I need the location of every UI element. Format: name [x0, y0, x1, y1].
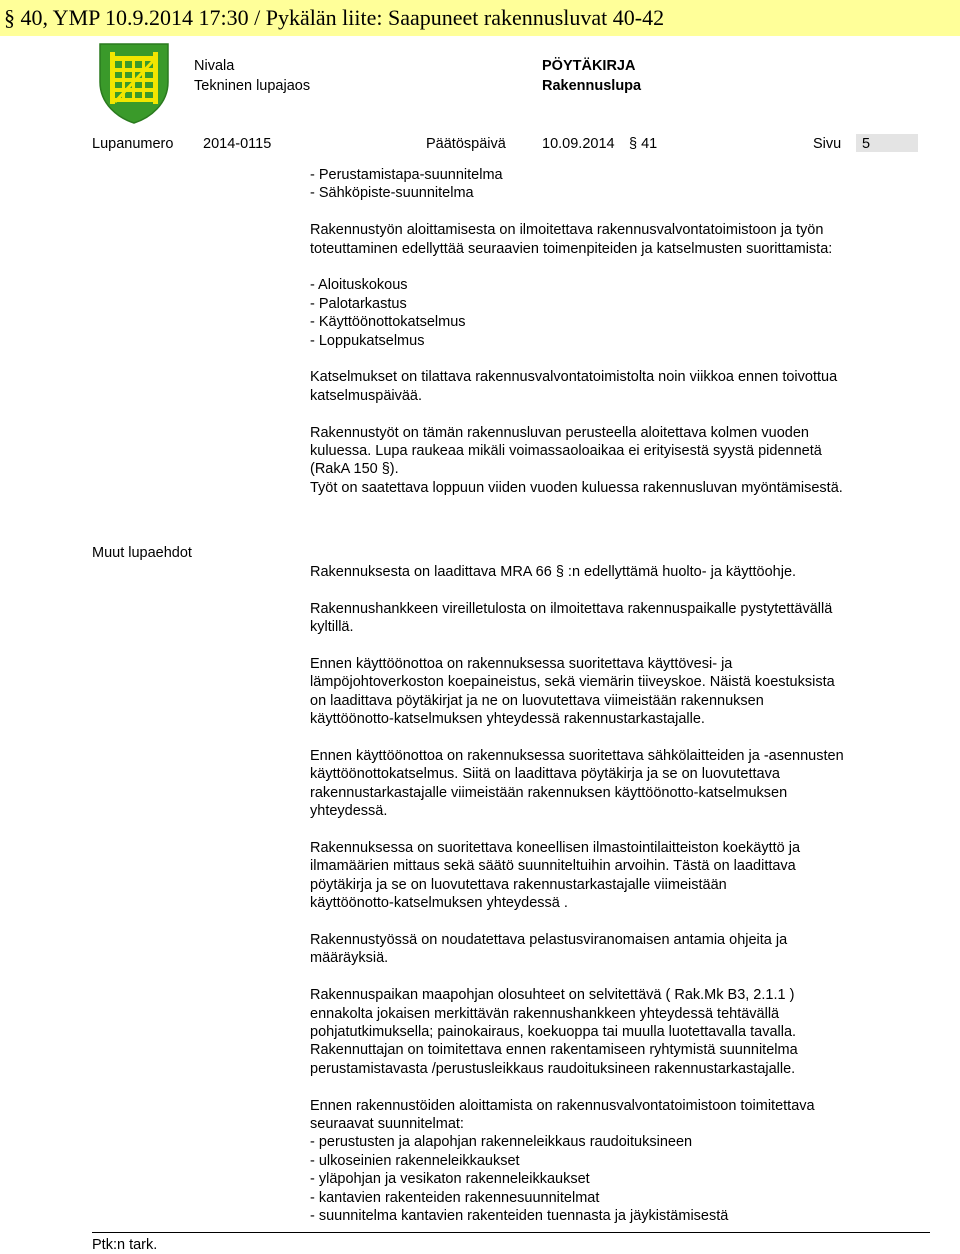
text-line: (RakA 150 §). [310, 461, 399, 478]
other-conditions-label: Muut lupaehdot [92, 545, 192, 561]
document-subject: Rakennuslupa [542, 78, 642, 94]
text-line: katselmuspäivää. [310, 387, 423, 404]
text-line: - Perustamistapa-suunnitelma [310, 167, 503, 183]
text-line: - Loppukatselmus [310, 332, 425, 349]
department-name: Tekninen lupajaos [194, 78, 311, 94]
text-line: käyttöönottokatselmus. Siitä on laadittava pöytäkirja ja se on luovutettava [310, 766, 780, 783]
text-line: Katselmukset on tilattava rakennusvalvontatoimistolta noin viikkoa ennen toivottua [310, 369, 838, 386]
text-line: Rakennustyön aloittamisesta on ilmoitettava rakennusvalvontatoimistoon ja työn [310, 222, 824, 239]
municipality-name: Nivala [194, 58, 235, 74]
text-line: lämpöjohtoverkoston koepaineistus, sekä viemärin tiiveyskoe. Näistä koestuksista [310, 674, 835, 691]
decision-date: 10.09.2014 [542, 136, 615, 152]
permit-number: 2014-0115 [203, 136, 272, 152]
footer-divider [92, 1232, 930, 1233]
text-line: kyltillä. [310, 619, 354, 636]
text-line: yhteydessä. [310, 803, 388, 820]
text-line: Rakennuttajan on toimitettava ennen rakentamiseen ryhtymistä suunnitelma [310, 1042, 798, 1059]
text-line: Rakennuksessa on suoritettava koneellisen ilmastointilaitteiston koekäyttö ja [310, 840, 801, 857]
text-line: pöytäkirja ja se on luovutettava rakennustarkastajalle viimeistään [310, 876, 727, 893]
text-line: Ennen käyttöönottoa on rakennuksessa suoritettava käyttövesi- ja [310, 656, 733, 672]
text-line: - suunnitelma kantavien rakenteiden tuennasta ja jäykistämisestä [310, 1208, 729, 1225]
text-line: pohjatutkimuksella; painokairaus, koekuoppa tai muulla luotettavalla tavalla. [310, 1024, 797, 1041]
text-line: ilmamäärien mittaus sekä säätö suunniteltuihin arvoihin. Tästä on laadittava [310, 858, 796, 875]
text-line: - Sähköpiste-suunnitelma [310, 185, 474, 202]
page-label: Sivu [813, 136, 842, 152]
text-line: on laadittava pöytäkirjat ja ne on luovutettava viimeistään rakennuksen [310, 692, 764, 709]
minutes-checker-label: Ptk:n tark. [92, 1237, 158, 1253]
text-line: Rakennuspaikan maapohjan olosuhteet on selvitettävä ( Rak.Mk B3, 2.1.1 ) [310, 987, 795, 1004]
municipal-coat-of-arms-logo [98, 42, 170, 124]
text-line: kuluessa. Lupa raukeaa mikäli voimassaoloaikaa ei erityisestä syystä pidennetä [310, 443, 822, 460]
text-line: rakennustarkastajalle viimeistään rakennuksen käyttöönotto-katselmuksen [310, 784, 788, 801]
text-line: perustamistavasta /perustusleikkaus raudoituksineen rakennustarkastajalle. [310, 1060, 796, 1077]
text-line: Rakennustyössä on noudatettava pelastusviranomaisen antamia ohjeita ja [310, 932, 788, 949]
text-line: seuraavat suunnitelmat: [310, 1116, 464, 1133]
permit-number-label: Lupanumero [92, 136, 174, 152]
text-line: - kantavien rakenteiden rakennesuunnitelmat [310, 1189, 600, 1206]
text-line: - yläpohjan ja vesikaton rakenneleikkaukset [310, 1171, 590, 1188]
document-type: PÖYTÄKIRJA [542, 58, 636, 74]
text-line: - Käyttöönottokatselmus [310, 314, 466, 331]
text-line: - perustusten ja alapohjan rakenneleikkaus raudoituksineen [310, 1134, 693, 1151]
text-line: ennakolta jokaisen merkittävän rakennushankkeen yhteydessä tehtävällä [310, 1005, 780, 1022]
text-line: - Palotarkastus [310, 295, 407, 312]
text-line: toteuttaminen edellyttää seuraavien toimenpiteiden ja katselmusten suorittamista: [310, 240, 833, 257]
text-line: Ennen rakennustöiden aloittamista on rakennusvalvontatoimistoon toimitettava [310, 1097, 815, 1114]
text-line: määräyksiä. [310, 950, 389, 967]
decision-date-label: Päätöspäivä [426, 136, 506, 152]
text-line: Rakennuksesta on laadittava MRA 66 § :n edellyttämä huolto- ja käyttöohje. [310, 564, 797, 580]
text-line: Rakennushankkeen vireilletulosta on ilmoitettava rakennuspaikalle pystytettävällä [310, 600, 833, 617]
text-line: käyttöönotto-katselmuksen yhteydessä . [310, 895, 568, 912]
text-line: käyttöönotto-katselmuksen yhteydessä rakennustarkastajalle. [310, 711, 705, 728]
text-line: Työt on saatettava loppuun viiden vuoden kuluessa rakennusluvan myöntämisestä. [310, 479, 843, 496]
text-line: - Aloituskokous [310, 277, 408, 294]
text-line: Rakennustyöt on tämän rakennusluvan perusteella aloitettava kolmen vuoden [310, 424, 809, 441]
text-line: Ennen käyttöönottoa on rakennuksessa suoritettava sähkölaitteiden ja -asennusten [310, 748, 844, 765]
text-line: - ulkoseinien rakenneleikkaukset [310, 1152, 520, 1169]
page-title-bar: § 40, YMP 10.9.2014 17:30 / Pykälän liite: Saapuneet rakennusluvat 40-42 [0, 0, 960, 36]
permit-text-block-b [310, 563, 930, 1226]
permit-text-block-a [310, 166, 930, 497]
page-number: 5 [862, 136, 871, 152]
section-number: § 41 [629, 136, 658, 152]
